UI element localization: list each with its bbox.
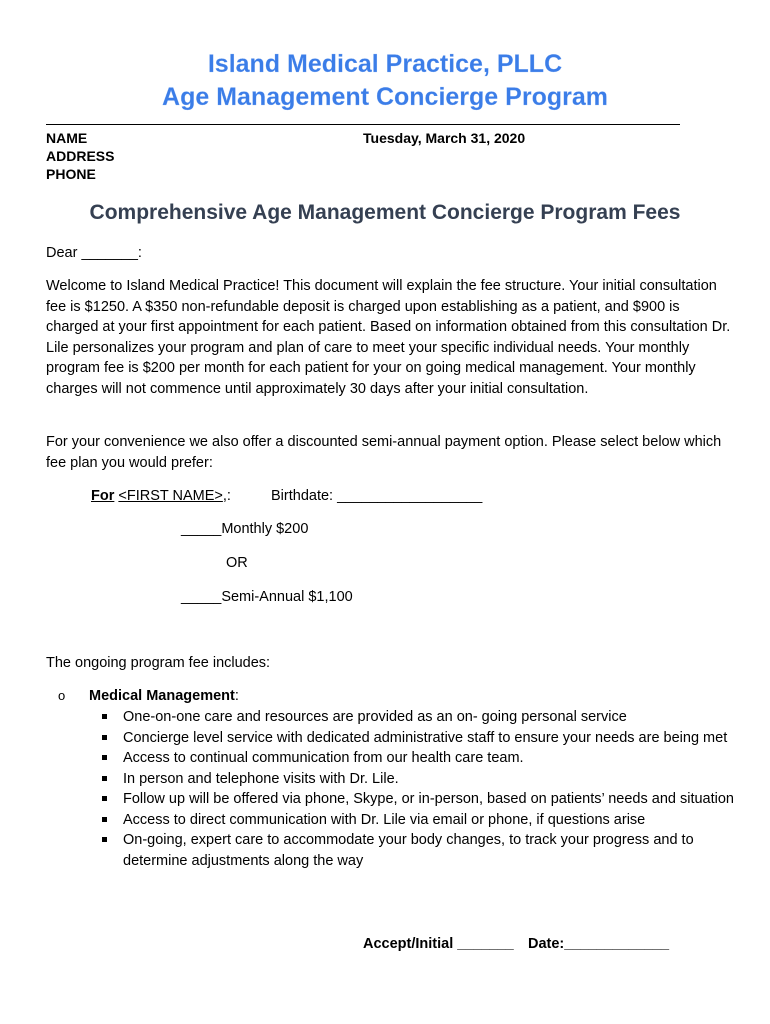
for-label: For [91,488,115,504]
birthdate-line [271,486,482,507]
program-title: Age Management Concierge Program [162,83,608,111]
square-bullet-icon [102,796,107,801]
square-bullet-icon [102,817,107,822]
fees-heading: Comprehensive Age Management Concierge Program Fees [89,201,681,224]
birthdate-blank[interactable]: __________________ [337,488,483,504]
patient-name-line [91,486,231,507]
first-name-suffix: ,: [222,488,231,504]
list-item-text: In person and telephone visits with Dr. Lile. [123,770,399,787]
option-monthly[interactable]: _____Monthly $200 [181,521,309,537]
square-bullet-icon [102,837,107,842]
accept-initial-field[interactable]: Accept/Initial _______ [363,936,514,952]
intro-paragraph: Welcome to Island Medical Practice! This document will explain the fee structure. Your initial consultation fee is $1250. A $350 non-refundable deposit is charged upon establishing as a patient, and $900 is charged at your first appointment for each patient. Based on information obtained from this consultation Dr. Lile personalizes your program and plan of care to meet your specific individual needs. Your monthly program fee is $200 per month for each patient for your on going medical management. Your monthly charges will not commence until approximately 30 days after your initial consultation. [46,278,731,397]
address-label: ADDRESS [46,148,115,164]
letter-date: Tuesday, March 31, 2020 [363,130,526,146]
medical-management-list [101,707,741,871]
section-title-suffix: : [234,688,239,704]
square-bullet-icon [102,735,107,740]
list-item [101,707,741,728]
birthdate-label: Birthdate: [271,488,334,504]
list-item-text: Access to continual communication from our health care team. [123,750,524,766]
list-item [101,810,741,831]
list-item-text: One-on-one care and resources are provided as an on- going personal service [123,709,627,725]
square-bullet-icon [102,755,107,760]
list-item-text: Concierge level service with dedicated administrative staff to ensure your needs are being met [123,729,728,746]
phone-label: PHONE [46,166,96,182]
first-name-field[interactable]: <FIRST NAME> [118,488,223,504]
date-field[interactable]: Date:_____________ [528,936,670,952]
practice-title: Island Medical Practice, PLLC [207,50,563,78]
header-divider [46,124,680,125]
list-item [101,789,741,810]
square-bullet-icon [102,714,107,719]
square-bullet-icon [102,776,107,781]
list-item-text: On-going, expert care to accommodate your body changes, to track your progress and to determine adjustments along the way [123,832,694,869]
option-semiannual[interactable]: _____Semi-Annual $1,100 [181,589,353,605]
includes-label: The ongoing program fee includes: [46,655,271,671]
circle-bullet-icon: o [58,688,66,703]
section-title: Medical Management [89,688,235,704]
or-label: OR [226,555,248,571]
greeting: Dear _______: [46,245,142,261]
list-item [101,748,741,769]
list-item [101,769,741,790]
list-item [101,728,741,749]
name-label: NAME [46,130,88,146]
convenience-paragraph: For your convenience we also offer a discounted semi-annual payment option. Please select below which fee plan you would prefer: [46,434,722,471]
list-item-text: Access to direct communication with Dr. Lile via email or phone, if questions arise [123,811,646,828]
medical-management-section [58,686,239,707]
list-item [101,830,741,871]
list-item-text: Follow up will be offered via phone, Skype, or in-person, based on patients’ needs and situation [123,791,734,807]
